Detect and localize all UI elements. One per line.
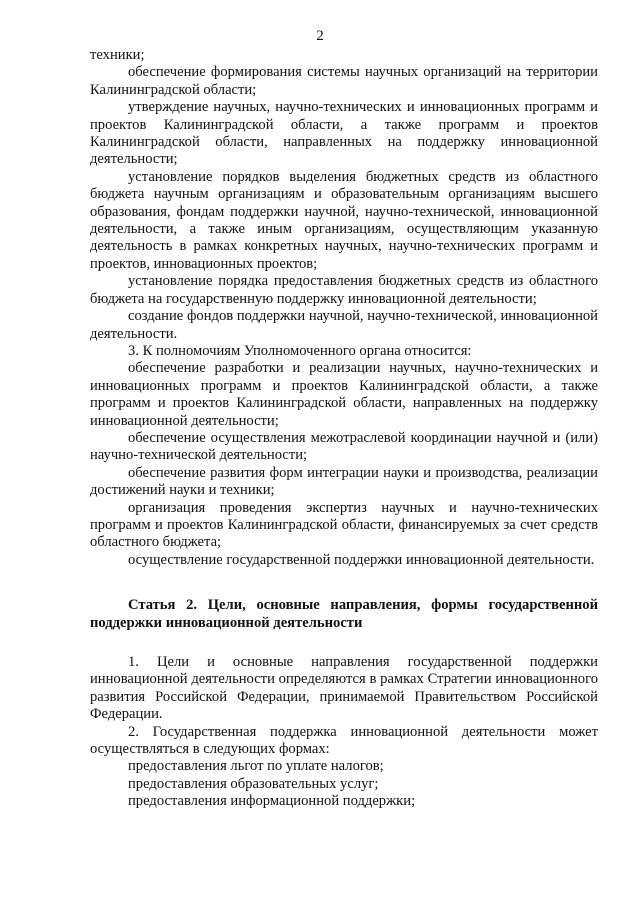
paragraphs-after [90,654,598,758]
paragraph: обеспечение развития форм интеграции науки и производства, реализации достижений науки и техники; [90,464,598,499]
paragraph: установление порядков выделения бюджетных средств из областного бюджета научным организациям и образовательным организациям высшего образования, фондам поддержки научной, научно-технической, инновационной деятельности, а также иным организациям, осуществляющим указанную деятельность в рамках конкретных научных, научно-технических программ и проектов, инновационных проектов; [90,168,598,272]
list-item: предоставления информационной поддержки; [128,793,416,810]
paragraph: организация проведения экспертиз научных и научно-технических программ и проектов Калининградской области, финансируемых за счет средств областного бюджета; [90,499,598,551]
list-item: предоставления образовательных услуг; [128,775,379,792]
paragraph: обеспечение формирования системы научных организаций на территории Калининградской области; [90,64,598,98]
paragraph: обеспечение осуществления межотраслевой координации научной и (или) научно-технической деятельности; [90,429,598,464]
list-item: предоставления льгот по уплате налогов; [128,758,384,775]
paragraph: 1. Цели и основные направления государственной поддержки инновационной деятельности определяются в рамках Стратегии инновационного развития Российской Федерации, принимаемой Правительством Российской Федерации. [90,654,598,723]
paragraph: создание фондов поддержки научной, научно-технической, инновационной деятельности. [90,308,598,342]
paragraphs-before [90,47,598,569]
paragraph: техники; [90,47,145,63]
article-heading: Статья 2. Цели, основные направления, формы государственной поддержки инновационной деятельности [90,597,598,631]
forms-list [90,758,598,810]
paragraph: обеспечение разработки и реализации научных, научно-технических и инновационных программ и проектов Калининградской области, а также программ и проектов Калининградской области, направленных на поддержку инновационной деятельности; [90,360,598,429]
paragraph: осуществление государственной поддержки инновационной деятельности. [128,551,595,568]
paragraph: утверждение научных, научно-технических и инновационных программ и проектов Калининградской области, а также программ и проектов Калининградской области, направленных на поддержку инновационной деятельности; [90,99,598,168]
page-number: 2 [316,28,324,44]
document-body [90,47,598,811]
paragraph: установление порядка предоставления бюджетных средств из областного бюджета на государственную поддержку инновационной деятельности; [90,273,598,307]
paragraph: 3. К полномочиям Уполномоченного органа относится: [128,342,472,359]
paragraph: 2. Государственная поддержка инновационной деятельности может осуществляться в следующих формах: [90,723,598,758]
